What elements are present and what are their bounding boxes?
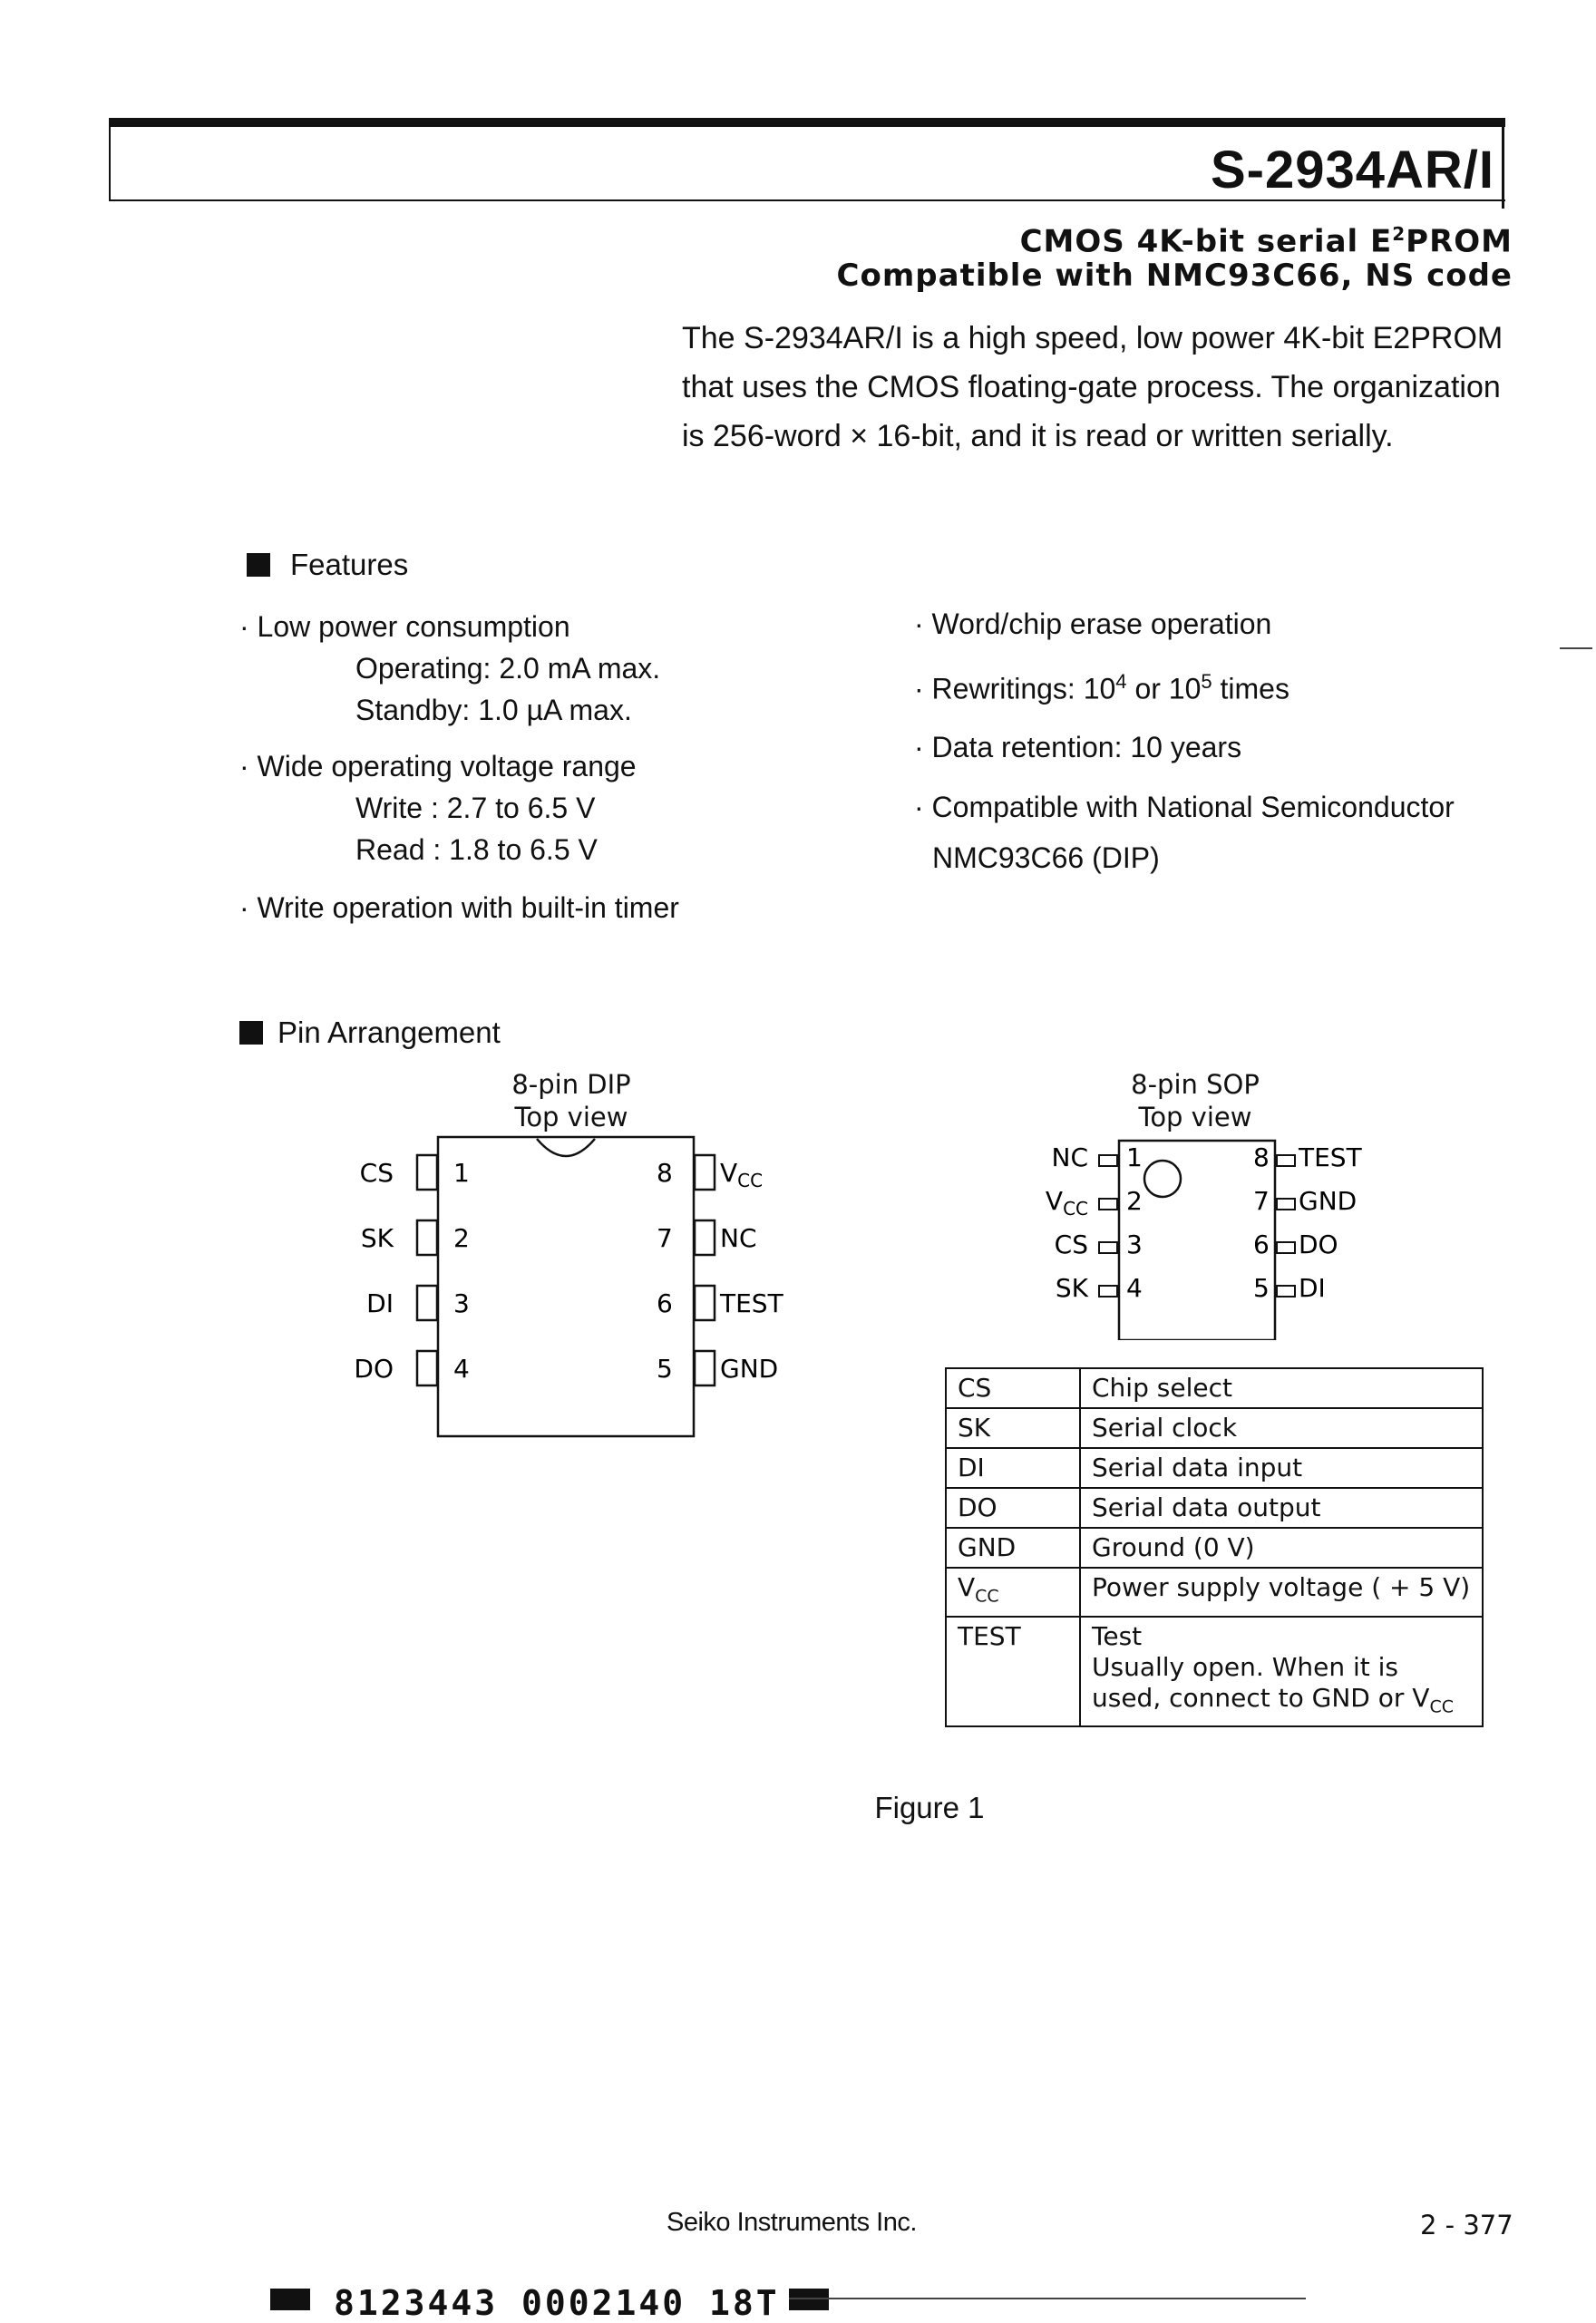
dip-body — [438, 1137, 694, 1436]
sop-pin-lead — [1277, 1155, 1295, 1166]
features-right-column — [914, 595, 1549, 883]
pin-table-row — [946, 1448, 1483, 1488]
sop-pin-name: GND — [1299, 1186, 1358, 1216]
features-left-column — [239, 606, 747, 928]
subtitle-post: PROM — [1406, 223, 1513, 260]
dip-pin-lead — [695, 1286, 715, 1320]
dip-pin-lead — [695, 1351, 715, 1385]
feature-built-in-timer: · Write operation with built-in timer — [239, 891, 679, 924]
dip-pin-number: 8 — [657, 1158, 673, 1188]
dip-pin-number: 7 — [657, 1223, 673, 1253]
sop-label-line2: Top view — [1138, 1102, 1252, 1132]
dip-pin-name: SK — [360, 1223, 394, 1253]
feature-write-voltage: Write : 2.7 to 6.5 V — [355, 792, 596, 824]
dip-label-line2: Top view — [514, 1102, 628, 1132]
bullet-square-icon — [247, 553, 270, 577]
features-heading-text: Features — [290, 548, 409, 581]
sop-pin-name: DI — [1299, 1273, 1326, 1303]
sop-pin-number: 1 — [1126, 1142, 1143, 1172]
sop-package-diagram — [1025, 1132, 1406, 1340]
sop-pin-lead — [1099, 1286, 1117, 1297]
sop-pin-number: 7 — [1253, 1186, 1270, 1216]
dip-pin-name: $V_{CC}$ — [720, 1158, 764, 1191]
pin-description-table — [945, 1367, 1484, 1727]
pin-table-row — [946, 1617, 1483, 1727]
sop-pin-lead — [1099, 1199, 1117, 1210]
subtitle-line-1 — [1020, 223, 1513, 259]
dip-pin-number: 4 — [453, 1354, 470, 1384]
feature-voltage-range: · Wide operating voltage range — [239, 750, 637, 782]
sop-pin-name: DO — [1299, 1230, 1338, 1259]
sop-pin-lead — [1277, 1242, 1295, 1253]
feature-rewritings: · Rewritings: $10^4$ or $10^5$ times — [914, 670, 1289, 705]
part-number-title: S-2934AR/I — [1210, 141, 1494, 199]
pin-table-row — [946, 1408, 1483, 1448]
sop-pin-number: 4 — [1126, 1273, 1143, 1303]
pin-arrangement-heading — [239, 1016, 501, 1050]
pin-table-description: Test Usually open. When it is used, connect to GND or $V_{CC}$ — [1080, 1617, 1483, 1727]
sop-pin-number: 3 — [1126, 1230, 1143, 1259]
pin-table-row — [946, 1488, 1483, 1528]
features-heading — [247, 548, 408, 582]
pin-table-pin: DO — [946, 1488, 1080, 1528]
pin-table-pin: TEST — [946, 1617, 1080, 1727]
sop-pin-number: 6 — [1253, 1230, 1270, 1259]
dip-pin-number: 2 — [453, 1223, 470, 1253]
pin-table-pin: GND — [946, 1528, 1080, 1568]
pin-arrangement-heading-text: Pin Arrangement — [277, 1016, 501, 1049]
bullet-square-icon — [239, 1021, 263, 1045]
pin-table-pin: CS — [946, 1368, 1080, 1408]
dip-pin-lead — [695, 1220, 715, 1255]
sop-pin-number: 5 — [1253, 1273, 1270, 1303]
dip-label — [472, 1068, 671, 1133]
dip-pin-lead — [695, 1155, 715, 1190]
dip-pin-name: CS — [359, 1158, 394, 1188]
dip-pin-name: DO — [354, 1354, 394, 1384]
sop-label-line1: 8-pin SOP — [1131, 1069, 1260, 1100]
sop-pin-name: SK — [1055, 1273, 1088, 1303]
intro-paragraph: The S-2934AR/I is a high speed, low power 4K-bit E2PROM that uses the CMOS floating-gate process. The organization is 256-word × 16-bit, and it is read or written serially. — [682, 321, 1504, 453]
sop-pin1-marker — [1144, 1161, 1181, 1197]
feature-operating: Operating: 2.0 mA max. — [355, 652, 661, 685]
sop-pin-name: NC — [1051, 1142, 1088, 1172]
pin-table-description: Chip select — [1080, 1368, 1483, 1408]
pin-table-description: Serial clock — [1080, 1408, 1483, 1448]
sop-pin-lead — [1277, 1286, 1295, 1297]
sop-pin-lead — [1099, 1242, 1117, 1253]
footer-company: Seiko Instruments Inc. — [667, 2208, 917, 2237]
dip-pin-number: 3 — [453, 1288, 470, 1318]
subtitle-superscript: 2 — [1392, 223, 1406, 245]
margin-mark — [1560, 647, 1592, 649]
title-frame-rule — [1502, 118, 1504, 209]
dip-package-diagram — [345, 1128, 816, 1454]
barcode-block-left — [270, 2289, 310, 2310]
pin-table-row — [946, 1568, 1483, 1617]
dip-pin-number: 6 — [657, 1288, 673, 1318]
pin-table-pin: DI — [946, 1448, 1080, 1488]
dip-pin-name: TEST — [720, 1288, 783, 1318]
sop-label — [1095, 1068, 1295, 1133]
dip-pin-number: 5 — [657, 1354, 673, 1384]
pin-table-description: Ground (0 V) — [1080, 1528, 1483, 1568]
pin-table-description: Serial data input — [1080, 1448, 1483, 1488]
footer-rule — [789, 2298, 1306, 2299]
sop-pin-name: CS — [1054, 1230, 1088, 1259]
dip-pin-lead — [417, 1220, 437, 1255]
pin-table-pin: SK — [946, 1408, 1080, 1448]
dip-pin-lead — [417, 1351, 437, 1385]
feature-compat-line2: NMC93C66 (DIP) — [932, 841, 1160, 874]
pin-table-row — [946, 1528, 1483, 1568]
feature-erase: · Word/chip erase operation — [914, 607, 1272, 640]
dip-pin-lead — [417, 1286, 437, 1320]
pin-table-row — [946, 1368, 1483, 1408]
sop-pin-name: $V_{CC}$ — [1045, 1186, 1088, 1220]
feature-low-power: · Low power consumption — [239, 610, 570, 643]
sop-pin-number: 8 — [1253, 1142, 1270, 1172]
feature-retention: · Data retention: 10 years — [914, 730, 1242, 763]
pin-table-description: Power supply voltage ( + 5 V) — [1080, 1568, 1483, 1617]
subtitle-pre: CMOS 4K-bit serial E — [1019, 223, 1393, 260]
sop-pin-lead — [1099, 1155, 1117, 1166]
footer-code: 8123443 0002140 18T — [334, 2283, 780, 2323]
dip-pin-lead — [417, 1155, 437, 1190]
feature-standby: Standby: 1.0 µA max. — [355, 694, 632, 726]
footer-page-number: 2 - 377 — [1420, 2210, 1513, 2240]
feature-compat-line1: · Compatible with National Semiconductor — [914, 790, 1455, 823]
sop-pin-name: TEST — [1299, 1142, 1362, 1172]
dip-pin-name: NC — [720, 1223, 757, 1253]
pin-table-pin: $V_{CC}$ — [946, 1568, 1080, 1617]
dip-notch — [537, 1139, 595, 1156]
dip-pin-name: GND — [720, 1354, 779, 1384]
barcode-block-right — [789, 2289, 829, 2310]
dip-pin-number: 1 — [453, 1158, 470, 1188]
figure-caption: Figure 1 — [874, 1791, 985, 1824]
sop-pin-number: 2 — [1126, 1186, 1143, 1216]
dip-pin-name: DI — [366, 1288, 394, 1318]
feature-read-voltage: Read : 1.8 to 6.5 V — [355, 833, 598, 866]
sop-pin-lead — [1277, 1199, 1295, 1210]
dip-label-line1: 8-pin DIP — [511, 1069, 631, 1100]
subtitle-line-2: Compatible with NMC93C66, NS code — [836, 258, 1513, 294]
pin-table-description: Serial data output — [1080, 1488, 1483, 1528]
